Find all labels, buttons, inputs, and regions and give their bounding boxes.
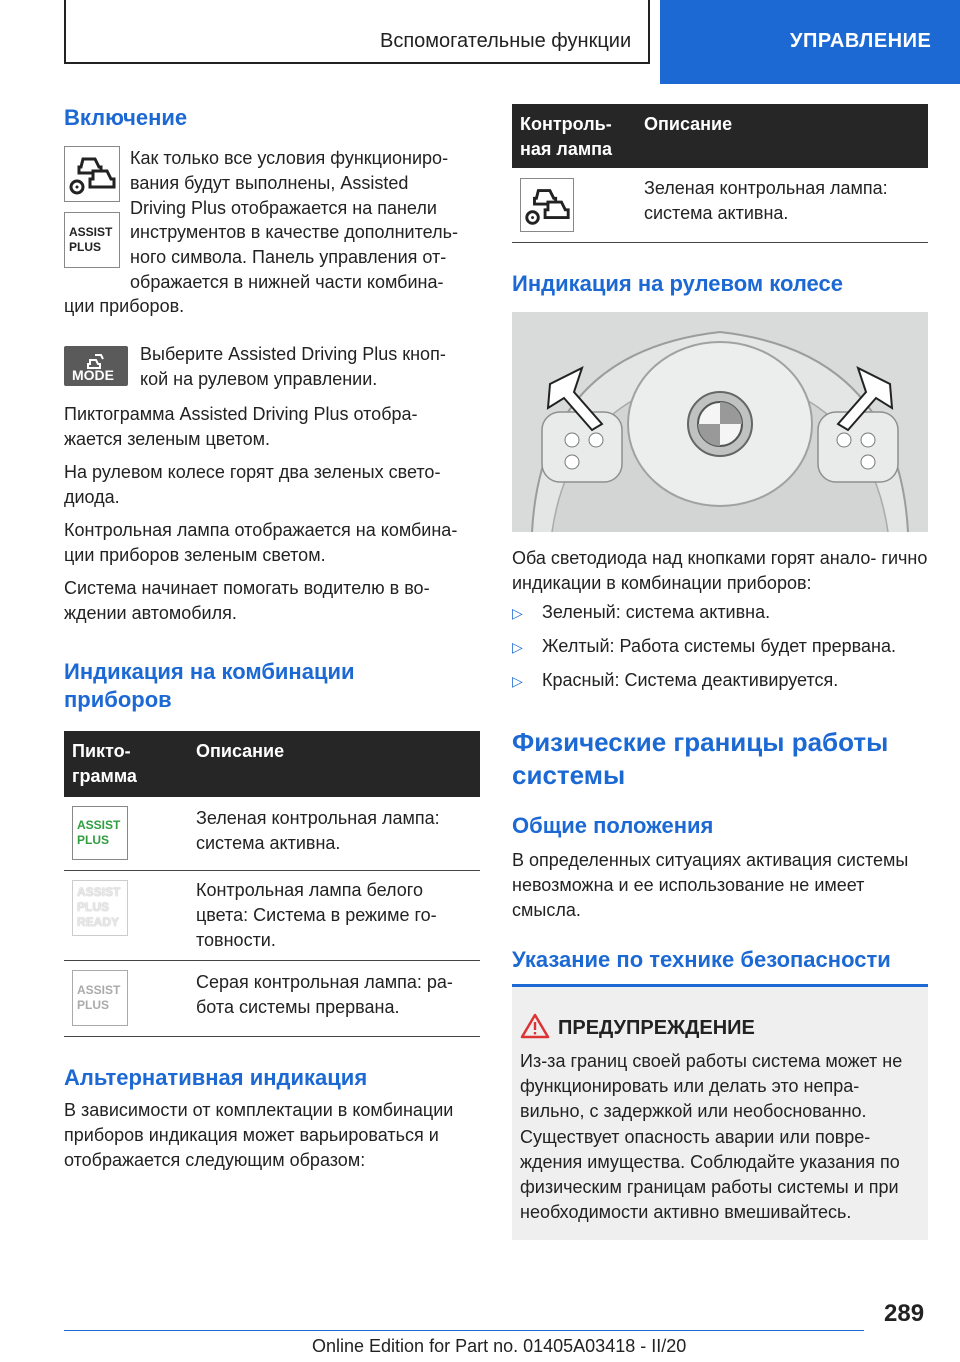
cluster-table-header [64,731,480,797]
header-bottom-rule [64,62,650,64]
general-body: В определенных ситуациях активация системы невозможна и ее использование не имеет смысла. [512,850,909,920]
activation-text-tail: ции приборов. [64,296,185,316]
safety-heading: Указание по технике безопасности [512,947,891,972]
table-row-desc: Зеленая контрольная лампа: система активна. [644,178,888,223]
limits-heading: Физические границы работы системы [512,727,889,790]
section-title: Вспомогательные функции [380,30,632,52]
column-description: Описание [644,114,733,134]
assisted-driving-icon [64,146,120,202]
footer-rule [64,1330,864,1331]
assist-plus-green-icon: ASSIST PLUS [72,806,128,860]
chapter-tab[interactable] [660,0,960,84]
table-bottom-rule [64,1036,480,1037]
header-right-rule [648,0,650,64]
bullet-triangle-icon: ▷ [512,605,523,621]
column-lamp: Контроль- ная лампа [520,114,613,159]
table-row-desc: Зеленая контрольная лампа: система активна. [196,808,440,853]
mode-button-icon: MODE [64,346,128,386]
mode-instruction: Выберите Assisted Driving Plus кноп- кой на рулевом управлении. [140,344,446,389]
assist-plus-grey-icon: ASSIST PLUS [72,970,128,1026]
chapter-tab-label: УПРАВЛЕНИЕ [790,30,932,52]
warning-box [512,984,928,1240]
activation-text: Как только все условия функциониро- вания будут выполнены, Assisted Driving Plus отображается на панели инструментов в качестве дополнитель- ного символа. Панель управления от- ображается в нижней части комбина- [130,148,458,293]
page-number: 289 [884,1300,925,1327]
table-row-divider [64,870,480,871]
warning-triangle-icon [520,1013,550,1039]
assist-plus-icon: ASSIST PLUS [64,212,120,268]
system-starts-text: Система начинает помогать водителю в во- ждении автомобиля. [64,578,430,623]
alt-heading: Альтернативная индикация [64,1065,368,1090]
table-row-desc: Серая контрольная лампа: ра- бота системы прервана. [196,972,453,1017]
header-left-rule [64,0,66,64]
wheel-heading: Индикация на рулевом колесе [512,271,843,296]
alt-body: В зависимости от комплектации в комбинации приборов индикация может варьироваться и отображается следующим образом: [64,1100,454,1170]
steering-wheel-image [512,312,928,532]
warning-body: Из-за границ своей работы система может не функционировать или делать это непра- вильно, с задержкой или необоснованно. Существует опасность аварии или повре- ждения имущества. Соблюдайте указания по физическим границам работы системы и при необходимости активно вмешивайтесь. [520,1051,903,1223]
cluster-lamp-text: Контрольная лампа отображается на комбина- ции приборов зеленым светом. [64,520,458,565]
lamp-table-header [512,104,928,168]
activation-heading: Включение [64,105,188,130]
led-text: На рулевом колесе горят два зеленых свето- диода. [64,462,441,507]
edition-text: Online Edition for Part no. 01405A03418 - II/20 [312,1336,687,1356]
column-description: Описание [196,741,285,761]
warning-title: ПРЕДУПРЕЖДЕНИЕ [558,1017,755,1039]
assist-plus-ready-icon: ASSIST PLUS READY [72,880,128,936]
cluster-heading: Индикация на комбинации приборов [64,659,355,713]
assisted-driving-green-icon [520,178,574,232]
table-row-desc: Контрольная лампа белого цвета: Система в режиме го- товности. [196,880,437,950]
wheel-caption: Оба светодиода над кнопками горят анало- гично индикации в комбинации приборов: [512,548,928,593]
column-pictogram: Пикто- грамма [72,741,137,786]
general-heading: Общие положения [512,813,714,838]
table-row-divider [64,960,480,961]
bullet-triangle-icon: ▷ [512,673,523,689]
bullet-triangle-icon: ▷ [512,639,523,655]
pictogram-text: Пиктограмма Assisted Driving Plus отобра- жается зеленым цветом. [64,404,418,449]
table-bottom-rule [512,242,928,243]
